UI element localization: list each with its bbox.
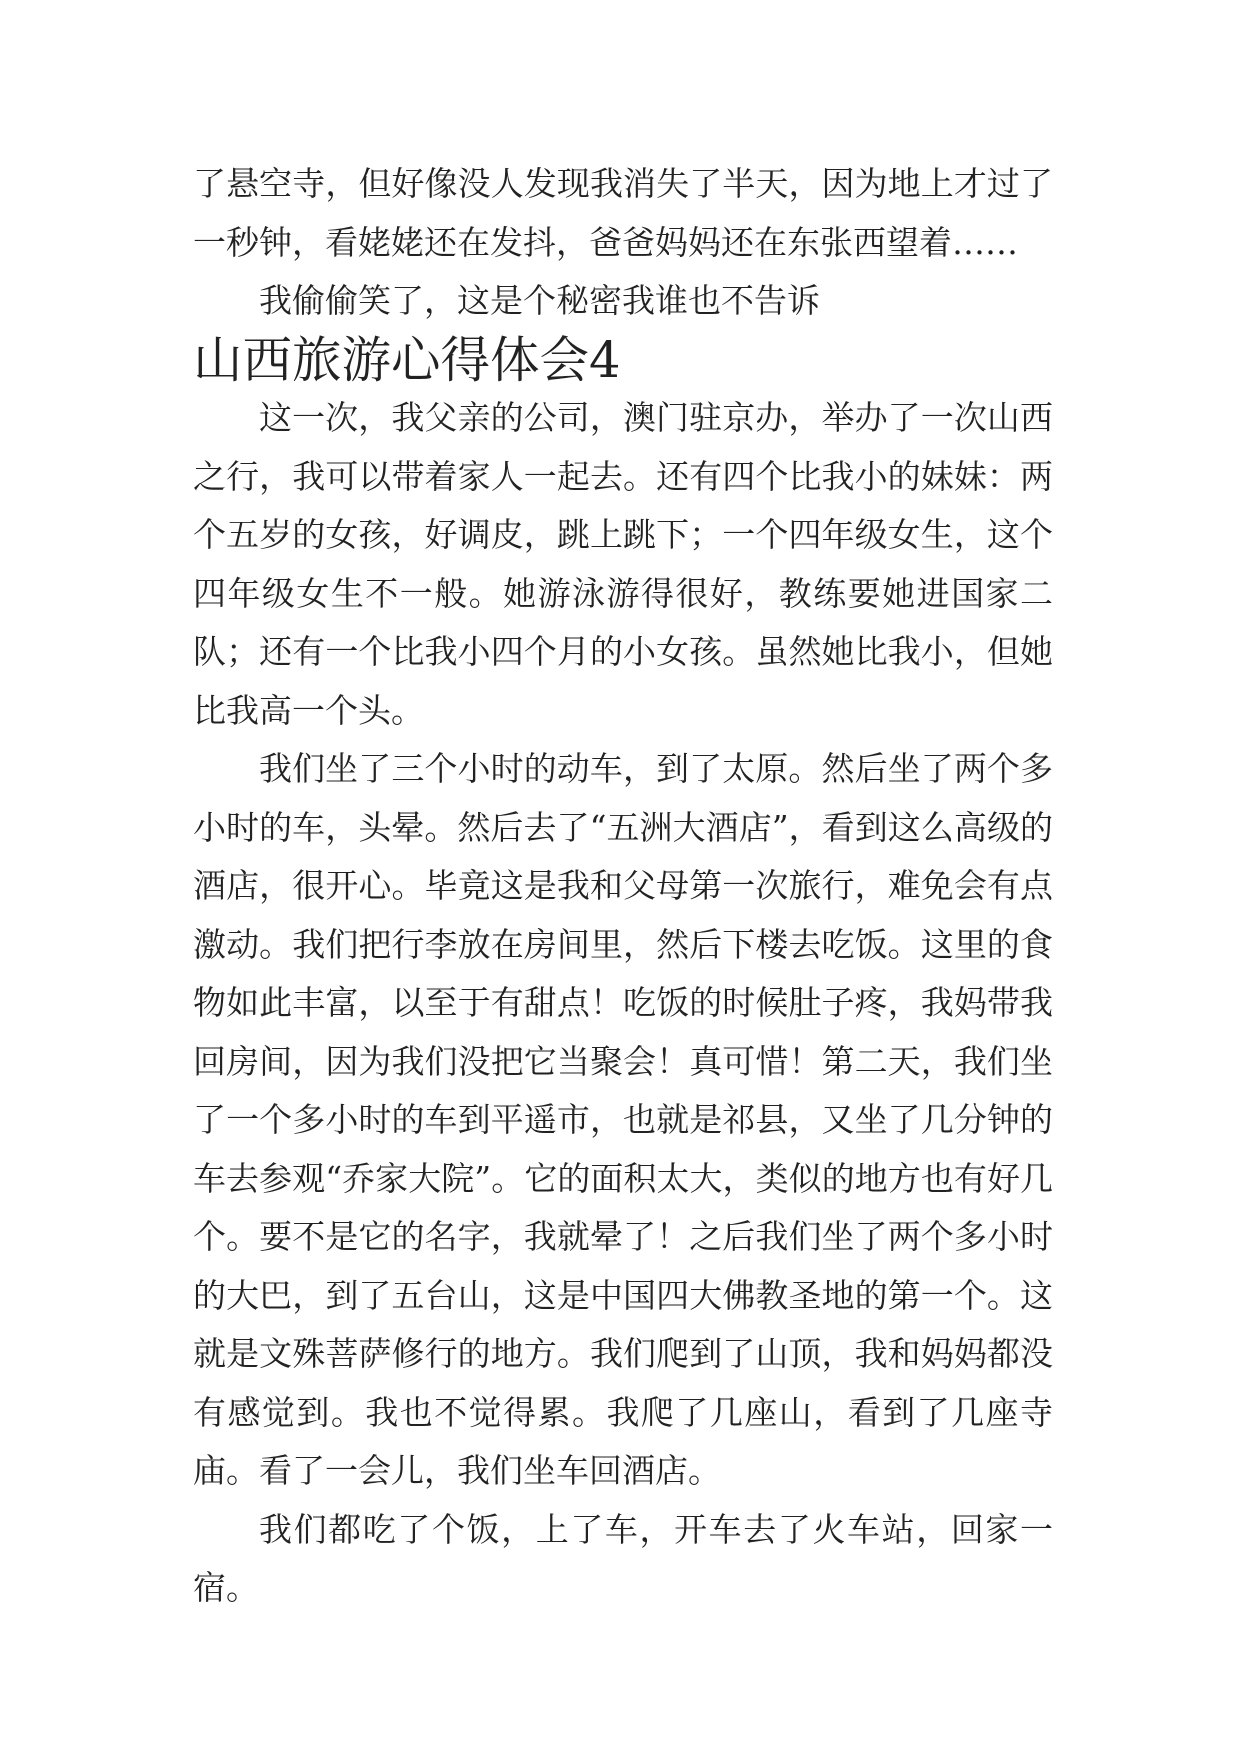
paragraph-continued: 了悬空寺，但好像没人发现我消失了半天，因为地上才过了一秒钟，看姥姥还在发抖，爸爸妈妈还在东张西望着…… [193,164,1053,262]
paragraph-trip-intro: 这一次，我父亲的公司，澳门驻京办，举办了一次山西之行，我可以带着家人一起去。还有四个比我小的妹妹：两个五岁的女孩，好调皮，跳上跳下；一个四年级女生，这个四年级女生不一般。她游泳游得很好，教练要她进国家二队；还有一个比我小四个月的小女孩。虽然她比我小，但她比我高一个头。 [193,398,1053,730]
paragraph-secret: 我偷偷笑了，这是个秘密我谁也不告诉 [259,281,820,320]
paragraph-return-home: 我们都吃了个饭，上了车，开车去了火车站，回家一宿。 [193,1509,1053,1607]
paragraph-trip-details: 我们坐了三个小时的动车，到了太原。然后坐了两个多小时的车，头晕。然后去了“五洲大酒店”，看到这么高级的酒店，很开心。毕竟这是我和父母第一次旅行，难免会有点激动。我们把行李放在房间里，然后下楼去吃饭。这里的食物如此丰富，以至于有甜点！吃饭的时候肚子疼，我妈带我回房间，因为我们没把它当聚会！真可惜！第二天，我们坐了一个多小时的车到平遥市，也就是祁县，又坐了几分钟的车去参观“乔家大院”。它的面积太大，类似的地方也有好几个。要不是它的名字，我就晕了！之后我们坐了两个多小时的大巴，到了五台山，这是中国四大佛教圣地的第一个。这就是文殊菩萨修行的地方。我们爬到了山顶，我和妈妈都没有感觉到。我也不觉得累。我爬了几座山，看到了几座寺庙。看了一会儿，我们坐车回酒店。 [193,749,1053,1490]
section-heading: 山西旅游心得体会4 [193,330,621,389]
document-body [193,155,1053,1618]
